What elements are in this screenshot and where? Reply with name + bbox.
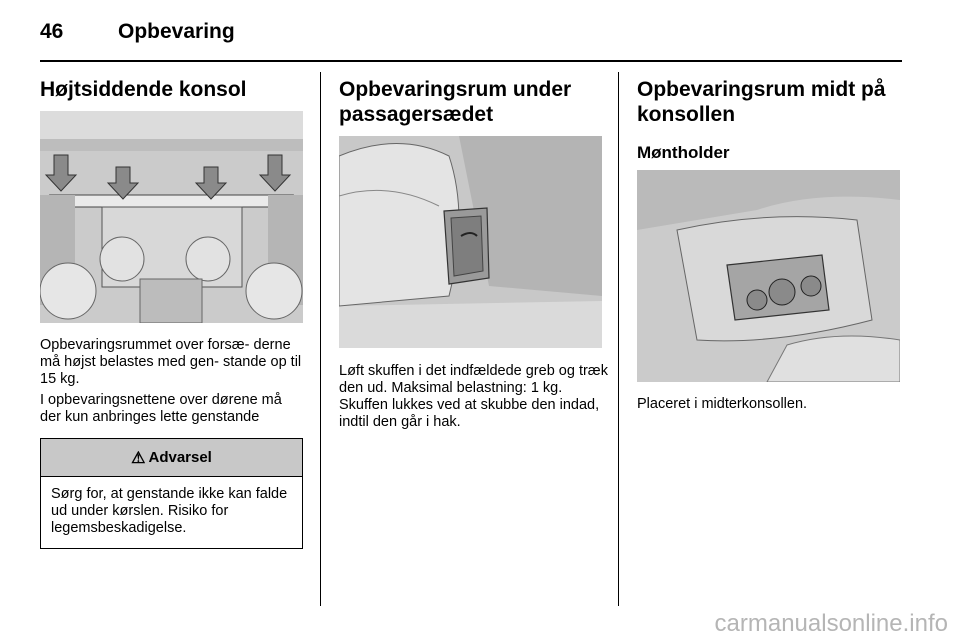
section-heading-under-seat-storage: Opbevaringsrum under passagersædet xyxy=(339,78,572,126)
warning-text: Sørg for, at genstande ikke kan falde ud under kørslen. Risiko for legemsbeskadigelse. xyxy=(51,486,288,536)
running-title: Opbevaring xyxy=(118,20,235,43)
watermark: carmanualsonline.info xyxy=(714,610,948,637)
paragraph: I opbevaringsnettene over dørene må der kun anbringes lette genstande xyxy=(40,392,282,425)
header-rule xyxy=(40,60,902,62)
column-divider xyxy=(320,72,321,606)
under-seat-storage-text: Løft skuffen i det indfældede greb og træk den ud. Maksimal belastning: 1 kg. Skuffen lukkes ved at skubbe den indad, indtil den går i hak. xyxy=(339,363,608,430)
coin-holder-text: Placeret i midterkonsollen. xyxy=(637,396,808,412)
paragraph: Opbevaringsrummet over forsæ- derne må højst belastes med gen- stande op til 15 kg. xyxy=(40,337,302,387)
under-seat-drawer-illustration xyxy=(339,136,602,348)
coin-holder-illustration xyxy=(637,170,900,382)
warning-box xyxy=(40,438,303,549)
section-heading-center-console-storage: Opbevaringsrum midt på konsollen xyxy=(637,78,886,126)
warning-icon: ⚠ xyxy=(131,449,146,467)
warning-title: Advarsel xyxy=(148,449,212,466)
overhead-console-text xyxy=(40,337,305,430)
column-divider xyxy=(618,72,619,606)
warning-header xyxy=(41,439,302,477)
overhead-console-illustration xyxy=(40,111,303,323)
page-number: 46 xyxy=(40,20,64,43)
section-heading-overhead-console: Højtsiddende konsol xyxy=(40,78,247,101)
subheading-coin-holder: Møntholder xyxy=(637,143,730,162)
